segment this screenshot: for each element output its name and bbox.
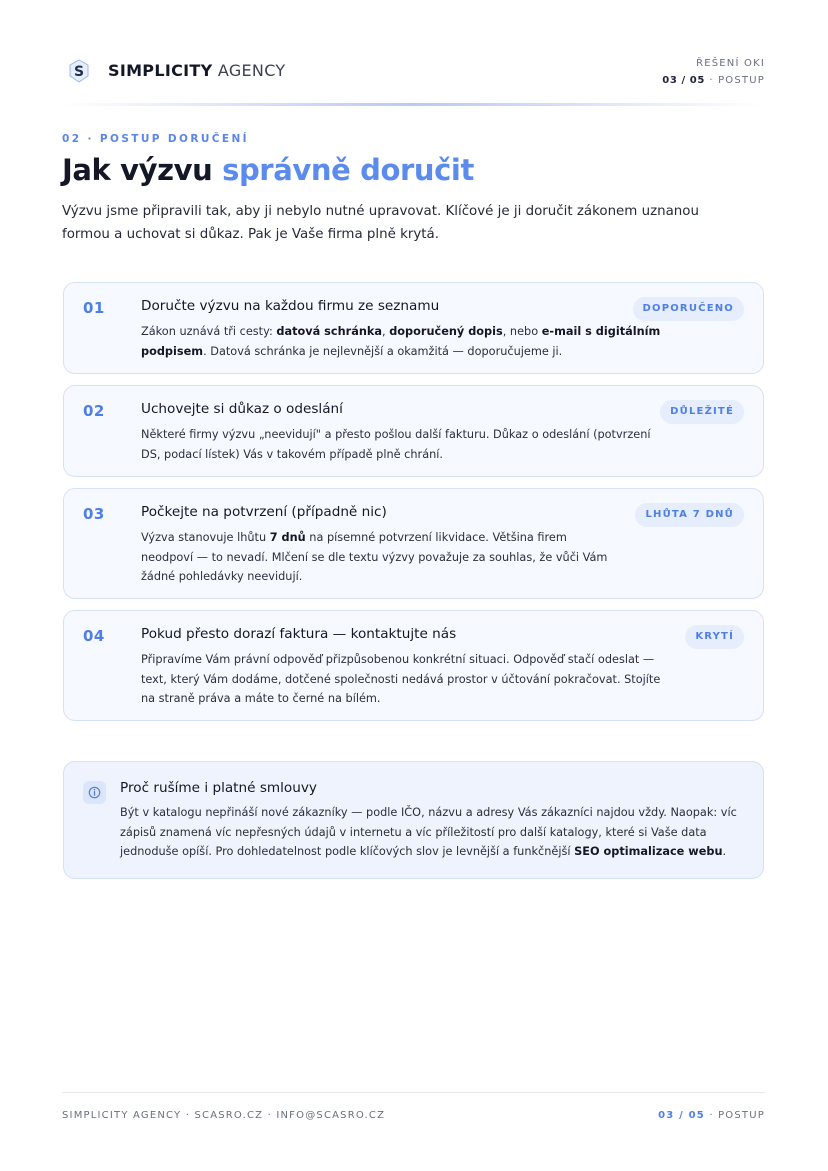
step-body: Připravíme Vám právní odpověď přizpůsobenou konkrétní situaci. Odpověď stačí odeslat — text, který Vám dodáme, dotčené společnosti nedává prostor v účtování pokračovat. Stojíte na straně práva a máte to černé na bílém. xyxy=(141,653,661,705)
info-note xyxy=(63,761,764,879)
brand-name xyxy=(108,61,285,80)
header-page-label: POSTUP xyxy=(718,75,765,86)
page-title-plain: Jak výzvu xyxy=(62,153,223,187)
footer-page-indicator xyxy=(658,1110,765,1121)
step-card-1 xyxy=(63,282,764,374)
footer-page-sep: · xyxy=(704,1110,719,1121)
header-page-indicator xyxy=(662,72,765,89)
step-number: 02 xyxy=(83,402,105,420)
step-card-4 xyxy=(63,610,764,721)
footer-page-num: 03 / 05 xyxy=(658,1110,705,1121)
step-body: Výzva stanovuje lhůtu 7 dnů na písemné potvrzení likvidace. Většina firem neodpoví — to nevadí. Mlčení se dle textu výzvy považuje za souhlas, že vůči Vám žádné pohledávky neevidují. xyxy=(141,531,608,583)
step-badge: DOPORUČENO xyxy=(633,297,745,321)
section-eyebrow: 02 · POSTUP DORUČENÍ xyxy=(62,133,249,145)
step-number: 01 xyxy=(83,299,105,317)
header-page-num: 03 / 05 xyxy=(662,75,705,86)
note-title: Proč rušíme i platné smlouvy xyxy=(120,780,317,796)
step-badge: KRYTÍ xyxy=(685,625,744,649)
step-badge: DŮLEŽITÉ xyxy=(660,400,744,424)
step-title: Počkejte na potvrzení (případně nic) xyxy=(141,504,387,520)
step-card-2 xyxy=(63,385,764,477)
header-page-sep: · xyxy=(704,75,719,86)
info-icon xyxy=(83,781,106,804)
page-title-accent: správně doručit xyxy=(222,153,474,187)
step-title: Doručte výzvu na každou firmu ze seznamu xyxy=(141,298,440,314)
footer-divider xyxy=(62,1092,765,1093)
note-body: Být v katalogu nepřináší nové zákazníky — podle IČO, názvu a adresy Vás zákazníci najdou vždy. Naopak: víc zápisů znamená víc nepřesných údajů v internetu a víc příležitostí pro další katalogy, které si Vaše data jednoduše opíší. Pro dohledatelnost podle klíčových slov je levnější a funkčnější SEO optimalizace webu. xyxy=(120,806,737,858)
page-header xyxy=(62,52,765,92)
step-title: Uchovejte si důkaz o odeslání xyxy=(141,401,343,417)
step-title: Pokud přesto dorazí faktura — kontaktujte nás xyxy=(141,626,457,642)
brand-bold: SIMPLICITY xyxy=(108,61,213,80)
page-title xyxy=(62,153,474,187)
header-divider xyxy=(62,103,765,106)
step-number: 04 xyxy=(83,627,105,645)
step-badge: LHŮTA 7 DNŮ xyxy=(635,503,744,527)
step-card-3 xyxy=(63,488,764,599)
brand-logo-icon xyxy=(68,59,90,83)
step-number: 03 xyxy=(83,505,105,523)
brand-light: AGENCY xyxy=(217,61,286,80)
header-meta xyxy=(662,55,765,89)
intro-paragraph: Výzvu jsme připravili tak, aby ji nebylo nutné upravovat. Klíčové je ji doručit zákonem uznanou formou a uchovat si důkaz. Pak je Vaše firma plně krytá. xyxy=(62,204,699,242)
step-body: Zákon uznává tři cesty: datová schránka, doporučený dopis, nebo e-mail s digitálním podpisem. Datová schránka je nejlevnější a okamžitá — doporučujeme ji. xyxy=(141,325,661,358)
footer-page-label: POSTUP xyxy=(718,1110,765,1121)
footer-contact: SIMPLICITY AGENCY · SCASRO.CZ · INFO@SCASRO.CZ xyxy=(62,1110,386,1121)
step-body: Některé firmy výzvu „neevidují" a přesto pošlou další fakturu. Důkaz o odeslání (potvrzení DS, podací lístek) Vás v takovém případě plně chrání. xyxy=(141,428,651,461)
svg-text:S: S xyxy=(73,64,85,80)
header-section: ŘEŠENÍ OKI xyxy=(696,58,765,69)
